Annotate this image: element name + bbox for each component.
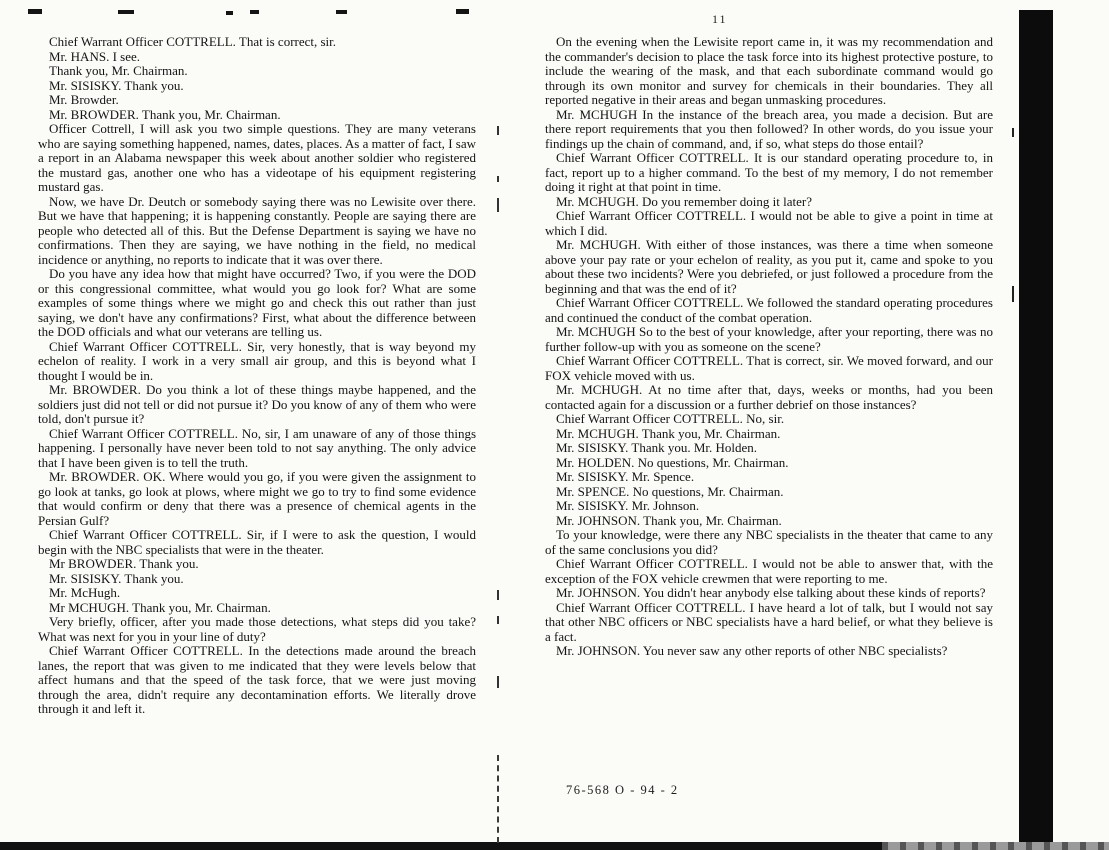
page-number: 11 <box>712 12 728 26</box>
printing-office-code: 76-568 O - 94 - 2 <box>566 783 679 797</box>
scan-mark <box>118 10 134 14</box>
transcript-paragraph: Chief Warrant Officer COTTRELL. That is correct, sir. <box>49 34 337 49</box>
transcript-paragraph: Mr. HOLDEN. No questions, Mr. Chairman. <box>556 454 789 470</box>
scan-artifact-bottom-gray-strip <box>882 842 1109 850</box>
transcript-paragraph: Chief Warrant Officer COTTRELL. That is correct, sir. We moved forward, and our FOX vehicle moved with us. <box>545 353 993 383</box>
gutter-scan-tick <box>497 676 499 688</box>
transcript-paragraph: Chief Warrant Officer COTTRELL. I have heard a lot of talk, but I would not say that other NBC officers or NBC specialists have a hard belief, or what they believe is a fact. <box>545 599 993 644</box>
scan-mark <box>336 10 347 14</box>
transcript-paragraph: Mr BROWDER. Thank you. <box>49 556 199 571</box>
transcript-paragraph: Chief Warrant Officer COTTRELL. We followed the standard operating procedures and continued the conduct of the combat operation. <box>545 295 993 325</box>
transcript-paragraph: Mr MCHUGH. Thank you, Mr. Chairman. <box>49 599 271 615</box>
transcript-paragraph: Mr. Browder. <box>49 92 119 107</box>
scan-artifact-bottom-black-bar <box>0 842 882 850</box>
transcript-paragraph: Chief Warrant Officer COTTRELL. No, sir. <box>556 411 785 426</box>
transcript-paragraph: Mr. JOHNSON. You didn't hear anybody else talking about these kinds of reports? <box>556 585 986 600</box>
transcript-paragraph: Chief Warrant Officer COTTRELL. Sir, very honestly, that is way beyond my echelon of reality. I work in a very small air group, and this is beyond what I thought I would be in. <box>38 338 476 383</box>
transcript-paragraph: Mr. MCHUGH So to the best of your knowledge, after your reporting, there was no further follow-up with you as someone on the scene? <box>545 324 993 354</box>
transcript-paragraph: Thank you, Mr. Chairman. <box>49 63 188 78</box>
transcript-paragraph: Mr. MCHUGH. With either of those instances, was there a time when someone above your pay rate or your echelon of reality, as you put it, came and spoke to you about these two incidents? Were you debriefed, or just followed a procedure from the beginning and that was the end of it? <box>545 237 993 296</box>
transcript-paragraph: To your knowledge, were there any NBC specialists in the theater that came to any of the same conclusions you did? <box>545 527 993 557</box>
transcript-paragraph: Mr. BROWDER. Thank you, Mr. Chairman. <box>49 106 281 122</box>
transcript-paragraph: Chief Warrant Officer COTTRELL. In the detections made around the breach lanes, the report that was given to me indicated that they were levels below that affect humans and that the speed of the task force, that we were just moving through the area, didn't require any decontamination efforts. We literally drove through it and left it. <box>38 643 476 716</box>
transcript-paragraph: Chief Warrant Officer COTTRELL. I would not be able to give a point in time at which I did. <box>545 208 993 238</box>
gutter-scan-tick <box>497 590 499 600</box>
transcript-paragraph: Chief Warrant Officer COTTRELL. It is our standard operating procedure to, in fact, report up to a higher command. To the best of my memory, I do not remember doing it right at that point in time. <box>545 150 993 194</box>
transcript-paragraph: Chief Warrant Officer COTTRELL. No, sir, I am unaware of any of those things happening. I personally have never been told to not say anything. The only advice that I have been given is to tell the truth. <box>38 425 476 470</box>
transcript-paragraph: Chief Warrant Officer COTTRELL. Sir, if I were to ask the question, I would begin with the NBC specialists that were in the theater. <box>38 527 476 557</box>
scan-mark <box>456 9 469 14</box>
transcript-paragraph: Do you have any idea how that might have occurred? Two, if you were the DOD or this congressional committee, what would you go look for? What are some examples of some things where we might go and check this out rather than just saying, we don't have any confirmations? First, what about the difference between the DOD officials and what our veterans are telling us. <box>38 266 476 339</box>
transcript-paragraph: Mr. SISISKY. Mr. Johnson. <box>556 498 700 513</box>
transcript-left-column <box>38 35 476 717</box>
scan-mark <box>226 11 233 15</box>
edge-scan-tick <box>1012 286 1014 302</box>
transcript-paragraph: Mr. SISISKY. Thank you. <box>49 570 184 586</box>
transcript-paragraph: Mr. SPENCE. No questions, Mr. Chairman. <box>556 483 784 499</box>
transcript-paragraph: Very briefly, officer, after you made those detections, what steps did you take? What was next for you in your line of duty? <box>38 614 476 644</box>
transcript-paragraph: Mr. MCHUGH In the instance of the breach area, you made a decision. But are there report requirements that you then followed? In other words, do you issue your findings up the chain of command, and, if so, what steps do those entail? <box>545 106 993 151</box>
transcript-paragraph: Now, we have Dr. Deutch or somebody saying there was no Lewisite over there. But we have that happening; it is happening constantly. People are saying there are people who detected all of this. But the Defense Department is saying we have no confirmations. Then they are saying, we have nothing in the field, no medical incidence or anything, no reports to indicate that it was over there. <box>38 193 476 267</box>
transcript-paragraph: Mr. MCHUGH. Thank you, Mr. Chairman. <box>556 425 781 441</box>
transcript-paragraph: Mr. McHugh. <box>49 585 121 600</box>
scan-artifact-right-black-bar <box>1019 10 1053 850</box>
transcript-paragraph: Mr. JOHNSON. You never saw any other reports of other NBC specialists? <box>556 643 948 658</box>
gutter-scan-tick <box>497 176 499 182</box>
transcript-paragraph: Officer Cottrell, I will ask you two simple questions. They are many veterans who are saying something happened, names, dates, places. As a matter of fact, I saw a report in an Alabama newspaper this week about another soldier who registered the mustard gas, another one who has a videotape of his equipment registering mustard gas. <box>38 121 476 194</box>
edge-scan-tick <box>1012 128 1014 137</box>
gutter-scan-tick <box>497 616 499 624</box>
transcript-paragraph: Mr. SISISKY. Thank you. Mr. Holden. <box>556 440 758 455</box>
transcript-paragraph: On the evening when the Lewisite report came in, it was my recommendation and the commander's decision to place the task force into its highest protective posture, to include the wearing of the mask, and that each subordinate command would go through its own monitor and survey for chemicals in their boundaries. They all reported negative in their areas and began unmasking procedures. <box>545 34 993 107</box>
gutter-scan-dashed-line <box>497 755 499 843</box>
gutter-scan-tick <box>497 198 499 212</box>
transcript-paragraph: Mr. HANS. I see. <box>49 48 140 64</box>
transcript-paragraph: Mr. SISISKY. Thank you. <box>49 77 184 93</box>
transcript-paragraph: Mr. MCHUGH. At no time after that, days, weeks or months, had you been contacted again for a discussion or a further debrief on those instances? <box>545 382 993 412</box>
transcript-paragraph: Mr. MCHUGH. Do you remember doing it later? <box>556 193 812 209</box>
scan-mark <box>250 10 259 14</box>
transcript-paragraph: Mr. BROWDER. Do you think a lot of these things maybe happened, and the soldiers just did not tell or did not pursue it? Do you know of any of them who were told, don't pursue it? <box>38 382 476 426</box>
scan-mark <box>28 9 42 14</box>
transcript-paragraph: Mr. JOHNSON. Thank you, Mr. Chairman. <box>556 512 782 528</box>
gutter-scan-tick <box>497 126 499 135</box>
transcript-right-column <box>545 35 993 659</box>
transcript-paragraph: Chief Warrant Officer COTTRELL. I would not be able to answer that, with the exception of the FOX vehicle crewmen that were reporting to me. <box>545 556 993 586</box>
transcript-paragraph: Mr. SISISKY. Mr. Spence. <box>556 469 695 484</box>
transcript-paragraph: Mr. BROWDER. OK. Where would you go, if you were given the assignment to go look at tanks, go look at plows, where might we go to try to find some evidence that would confirm or deny that there was a presence of chemical agents in the Persian Gulf? <box>38 469 476 528</box>
